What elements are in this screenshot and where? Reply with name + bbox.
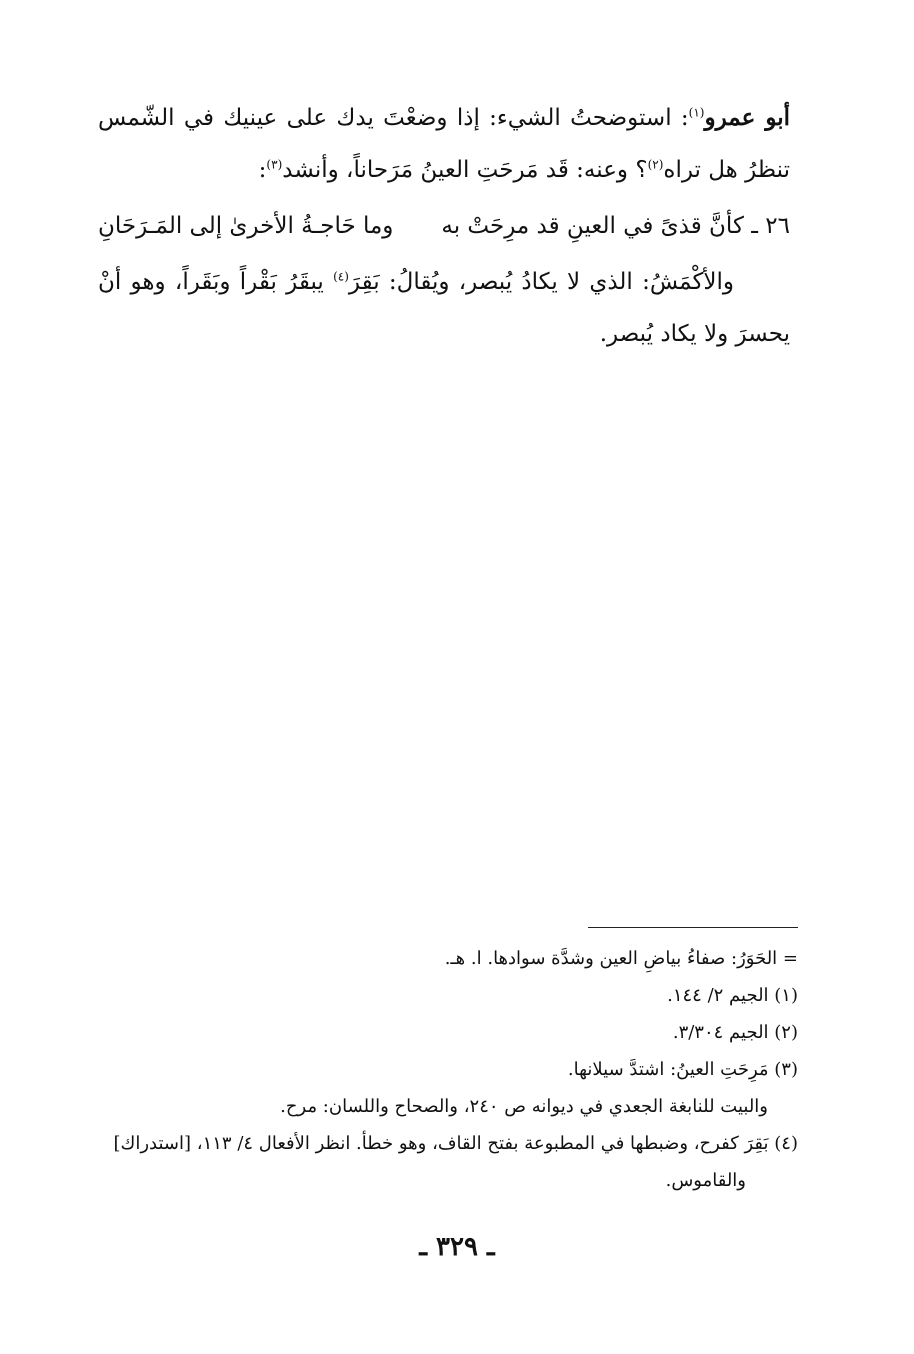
main-text <box>98 92 790 360</box>
paragraph-2-text: والأكْمَشُ: الذي لا يكادُ يُبصر، ويُقالُ: بَقِرَ <box>348 269 735 295</box>
footnotes <box>20 940 798 1199</box>
footnote-ref-4: (٤) <box>333 269 349 284</box>
footnote-continuation: = الحَوَرُ: صفاءُ بياضِ العين وشدَّة سوادها. ا. هـ. <box>444 948 798 969</box>
footnote-4-continued: والقاموس. <box>665 1170 746 1191</box>
hemistich-1-text: كأنَّ قذىً في العينِ قد مرِحَتْ به <box>441 213 744 239</box>
footnote-ref-1: (١) <box>688 105 705 120</box>
paragraph-1-text: : استوضحتُ الشيء: إذا وضعْتَ يدك على عينيك في الشّمس تنظرُ هل تراه <box>98 105 790 183</box>
footnote-3: (٣) مَرِحَتِ العينُ: اشتدَّ سيلانها. <box>567 1059 798 1080</box>
footnote-1: (١) الجيم ٢/ ١٤٤. <box>667 985 798 1006</box>
page-number: ـ ٣٢٩ ـ <box>419 1232 495 1262</box>
footnote-2: (٢) الجيم ٣/٣٠٤. <box>672 1022 798 1043</box>
footnote-separator <box>588 927 798 928</box>
paragraph-1 <box>98 92 790 196</box>
verse-first-hemistich <box>441 200 790 252</box>
author-name: أبو عمرو <box>704 104 790 131</box>
footnote-ref-3: (٣) <box>266 157 283 172</box>
paragraph-1-text-2: ؟ وعنه: قَد مَرحَتِ العينُ مَرَحاناً، وأنشد <box>282 157 648 183</box>
footnote-ref-2: (٢) <box>647 157 664 172</box>
verse-26 <box>98 200 790 256</box>
verse-second-hemistich: وما حَاجـةُ الأخرىٰ إلى المَـرَحَانِ <box>98 213 394 239</box>
paragraph-1-end: : <box>258 157 267 183</box>
footnote-3-continued: والبيت للنابغة الجعدي في ديوانه ص ٢٤٠، والصحاح واللسان: مرح. <box>280 1096 768 1117</box>
verse-number: ٢٦ ـ <box>751 213 790 239</box>
paragraph-2-text-2: يبقَرُ بَقْراً وبَقَراً، وهو أنْ يحسرَ ولا يكاد يُبصر. <box>98 269 790 347</box>
paragraph-2 <box>98 256 790 360</box>
footnote-4: (٤) بَقِرَ كفرح، وضبطها في المطبوعة بفتح القاف، وهو خطأ. انظر الأفعال ٤/ ١١٣، [استدراك] <box>113 1133 798 1154</box>
